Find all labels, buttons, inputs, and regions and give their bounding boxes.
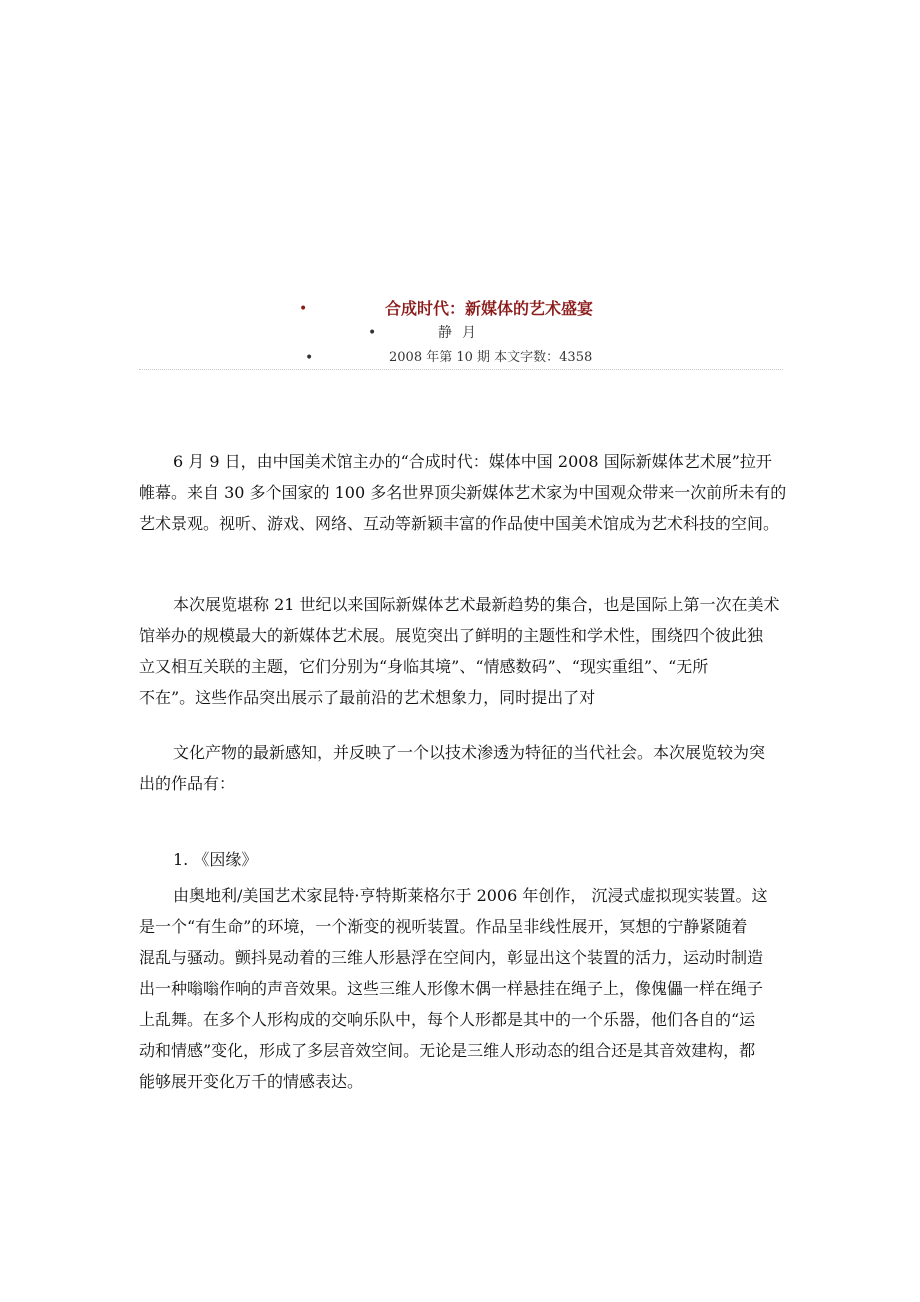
text-line: 出一种嗡嗡作响的声音效果。这些三维人形像木偶一样悬挂在绳子上，像傀儡一样在绳子 bbox=[139, 979, 764, 998]
paragraph-4 bbox=[139, 880, 783, 1097]
text-line: 混乱与骚动。颤抖晃动着的三维人形悬浮在空间内，彰显出这个装置的活力，运动时制造 bbox=[139, 948, 764, 967]
title-row bbox=[0, 297, 920, 321]
text-line: 艺术景观。视听、游戏、网络、互动等新颖丰富的作品使中国美术馆成为艺术科技的空间。 bbox=[139, 514, 780, 533]
header-divider bbox=[139, 369, 783, 370]
paragraph-2 bbox=[139, 589, 783, 713]
text-line: 是一个“有生命”的环境，一个渐变的视听装置。作品呈非线性展开，冥想的宁静紧随着 bbox=[139, 917, 748, 936]
article-title: 合成时代：新媒体的艺术盛宴 bbox=[385, 299, 594, 318]
text-line: 帷幕。来自 30 多个国家的 100 多名世界顶尖新媒体艺术家为中国观众带来一次前所未有的 bbox=[139, 483, 787, 502]
issue-bullet: • bbox=[305, 350, 314, 366]
text-line: 立又相互关联的主题，它们分别为“身临其境”、“情感数码”、“现实重组”、“无所 bbox=[139, 657, 709, 676]
text-line: 文化产物的最新感知，并反映了一个以技术渗透为特征的当代社会。本次展览较为突 bbox=[173, 743, 766, 762]
issue-info: 2008 年第 10 期 本文字数：4358 bbox=[389, 350, 593, 365]
text-line: 不在”。这些作品突出展示了最前沿的艺术想象力，同时提出了对 bbox=[139, 688, 596, 707]
text-line: 本次展览堪称 21 世纪以来国际新媒体艺术最新趋势的集合，也是国际上第一次在美术 bbox=[173, 595, 780, 614]
text-line: 动和情感”变化，形成了多层音效空间。无论是三维人形动态的组合还是其音效建构，都 bbox=[139, 1041, 756, 1060]
title-bullet: • bbox=[299, 301, 308, 317]
author-row bbox=[0, 321, 920, 345]
paragraph-3 bbox=[139, 737, 783, 799]
text-line: 出的作品有： bbox=[139, 774, 236, 793]
paragraph-1 bbox=[139, 446, 787, 539]
text-line: 上乱舞。在多个人形构成的交响乐队中，每个人形都是其中的一个乐器，他们各自的“运 bbox=[139, 1010, 756, 1029]
text-line: 能够展开变化万千的情感表达。 bbox=[139, 1072, 364, 1091]
item-heading-row bbox=[139, 844, 783, 875]
text-line: 馆举办的规模最大的新媒体艺术展。展览突出了鲜明的主题性和学术性，围绕四个彼此独 bbox=[139, 626, 764, 645]
article-author: 静月 bbox=[438, 325, 486, 341]
author-bullet: • bbox=[368, 325, 377, 341]
text-line: 由奥地利/美国艺术家昆特·亨特斯莱格尔于 2006 年创作， 沉浸式虚拟现实装置。这 bbox=[173, 886, 768, 905]
text-line: 6 月 9 日，由中国美术馆主办的“合成时代：媒体中国 2008 国际新媒体艺术展”拉开 bbox=[173, 452, 772, 471]
issue-row bbox=[0, 346, 920, 370]
item-heading: 1. 《因缘》 bbox=[173, 850, 258, 869]
